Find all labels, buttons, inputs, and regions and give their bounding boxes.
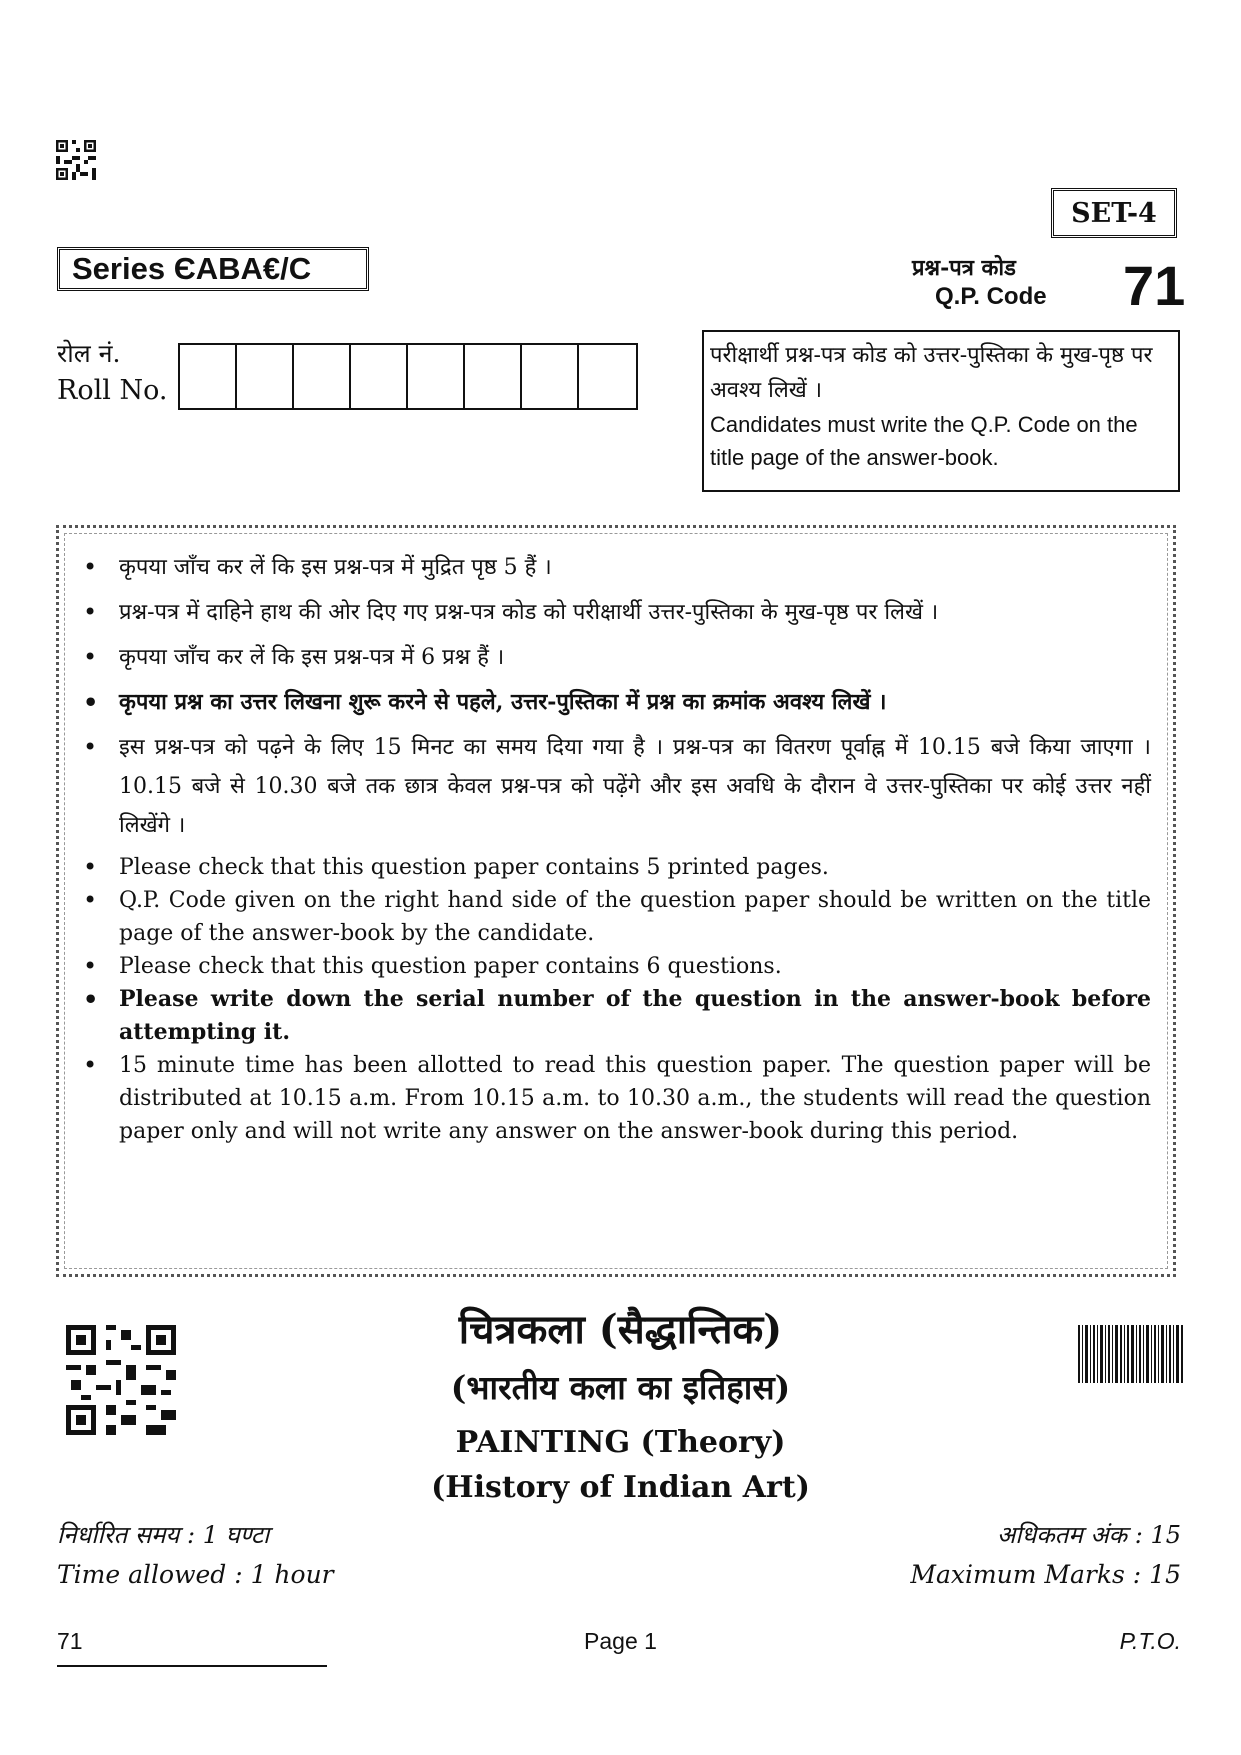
notice-hindi: परीक्षार्थी प्रश्न-पत्र कोड को उत्तर-पुस्तिका के मुख-पृष्ठ पर अवश्य लिखें ।: [710, 343, 1153, 403]
qp-code-label-hindi: प्रश्न-पत्र कोड: [912, 255, 1016, 281]
roll-box: [237, 345, 294, 408]
roll-box: [351, 345, 408, 408]
time-allowed-hindi: निर्धारित समय : 1 घण्टा: [57, 1521, 270, 1549]
instructions-list: [81, 548, 1151, 1148]
roll-box: [180, 345, 237, 408]
pto-label: P.T.O.: [1119, 1628, 1181, 1654]
set-label: SET-4: [1051, 188, 1177, 238]
instruction-item: • Please check that this question paper contains 6 questions.: [81, 950, 1151, 983]
roll-box: [465, 345, 522, 408]
instruction-item: • 15 minute time has been allotted to read this question paper. The question paper will be distributed at 10.15 a.m. From 10.15 a.m. to 10.30 a.m., the students will read the question paper only and will not write any answer on the answer-book during this period.: [81, 1049, 1151, 1148]
roll-number-boxes: [178, 343, 638, 410]
footer-divider: [57, 1665, 327, 1667]
notice-english: Candidates must write the Q.P. Code on the title page of the answer-book.: [710, 412, 1138, 470]
instruction-item: • इस प्रश्न-पत्र को पढ़ने के लिए 15 मिनट का समय दिया गया है । प्रश्न-पत्र का वितरण पूर्वाह्न में 10.15 बजे किया जाएगा । 10.15 बजे से 10.30 बजे तक छात्र केवल प्रश्न-पत्र को पढ़ेंगे और इस अवधि के दौरान वे उत्तर-पुस्तिका पर कोई उत्तर नहीं लिखेंगे ।: [81, 728, 1151, 845]
roll-box: [294, 345, 351, 408]
roll-label-hindi: रोल नं.: [57, 339, 121, 368]
barcode: [1078, 1325, 1183, 1383]
instruction-item: • कृपया जाँच कर लें कि इस प्रश्न-पत्र में मुद्रित पृष्ठ 5 हैं ।: [81, 548, 1151, 587]
qp-code-label-english: Q.P. Code: [935, 283, 1047, 310]
roll-label-english: Roll No.: [57, 375, 168, 406]
title-english-sub: (History of Indian Art): [431, 1470, 810, 1505]
time-allowed-english: Time allowed : 1 hour: [57, 1560, 334, 1589]
roll-box: [522, 345, 579, 408]
page-number: Page 1: [584, 1628, 657, 1654]
qr-code-small: [56, 140, 96, 180]
footer-code: 71: [57, 1628, 83, 1654]
instruction-item: • प्रश्न-पत्र में दाहिने हाथ की ओर दिए गए प्रश्न-पत्र कोड को परीक्षार्थी उत्तर-पुस्तिका के मुख-पृष्ठ पर लिखें ।: [81, 593, 1151, 632]
roll-box: [408, 345, 465, 408]
title-hindi-sub: (भारतीय कला का इतिहास): [450, 1368, 791, 1407]
roll-box: [579, 345, 636, 408]
instruction-item: • Please write down the serial number of the question in the answer-book before attempting it.: [81, 983, 1151, 1049]
title-hindi-main: चित्रकला (सैद्धान्तिक): [458, 1306, 783, 1353]
instructions-box: [56, 525, 1176, 1277]
qp-code-notice: [702, 330, 1180, 492]
title-english-main: PAINTING (Theory): [455, 1425, 786, 1460]
max-marks-hindi: अधिकतम अंक : 15: [996, 1521, 1181, 1549]
instruction-item: • Q.P. Code given on the right hand side of the question paper should be written on the title page of the answer-book by the candidate.: [81, 884, 1151, 950]
instruction-item: • कृपया प्रश्न का उत्तर लिखना शुरू करने से पहले, उत्तर-पुस्तिका में प्रश्न का क्रमांक अवश्य लिखें ।: [81, 683, 1151, 722]
series-label: Series ЄABA€/C: [57, 247, 369, 291]
qp-code-number: 71: [1123, 254, 1186, 317]
instruction-item: • कृपया जाँच कर लें कि इस प्रश्न-पत्र में 6 प्रश्न हैं ।: [81, 638, 1151, 677]
instruction-item: • Please check that this question paper contains 5 printed pages.: [81, 851, 1151, 884]
max-marks-english: Maximum Marks : 15: [910, 1560, 1181, 1589]
